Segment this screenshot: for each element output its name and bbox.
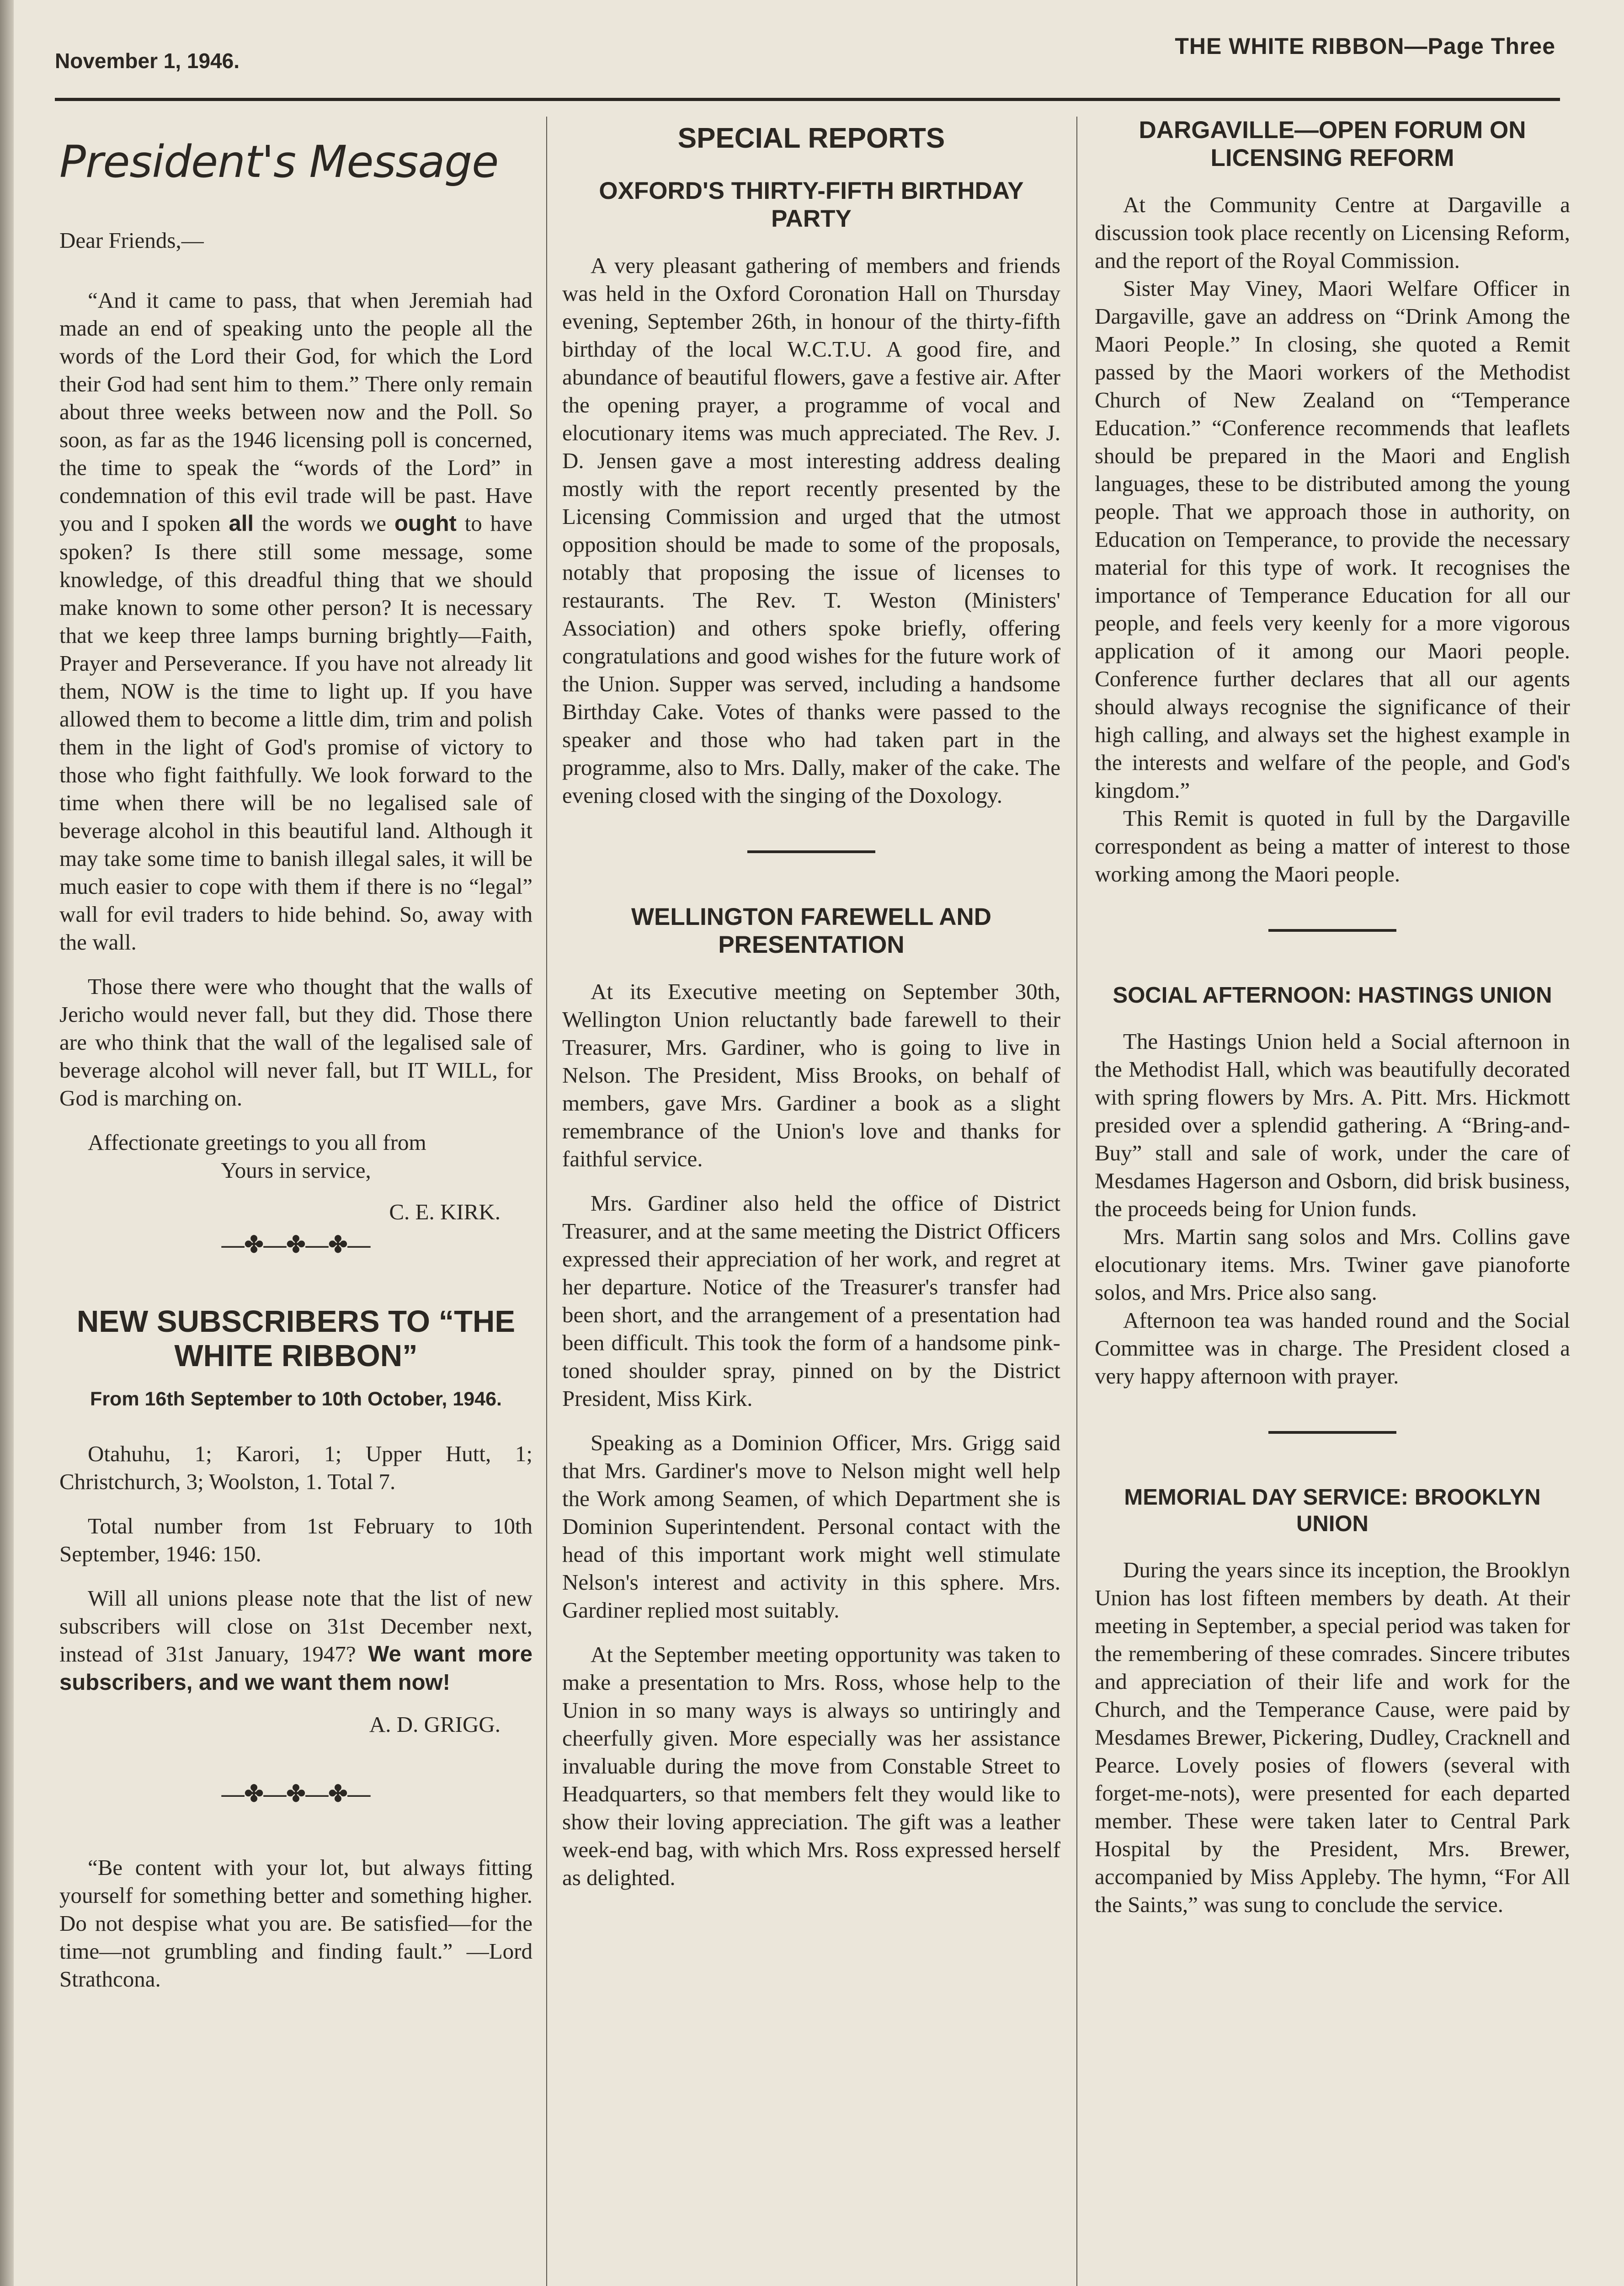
column-divider xyxy=(1076,117,1077,2286)
report-paragraph: The Hastings Union held a Social afternoon in the Methodist Hall, which was beautifully decorated with spring flowers by Mrs. A. Pitt. Mrs. Hickmott presided over a splendid gathering. A “Bring-and-Buy” stall and sale of work, under the care of Mesdames Hagerson and Osborn, did brisk business, the proceeds being for Union funds. xyxy=(1095,1028,1570,1221)
wellington-report-heading: WELLINGTON FAREWELL AND PRESENTATION xyxy=(631,903,992,959)
ornament-divider: —✤—✤—✤— xyxy=(221,1780,371,1806)
report-paragraph: At its Executive meeting on September 30th, Wellington Union reluctantly bade farewell to their Treasurer, Mrs. Gardiner, who is going to live in Nelson. The President, Miss Brooks, on behalf of members, gave Mrs. Gardiner a book as a slight remembrance of the Union's love and thanks for faithful service. xyxy=(562,979,1060,1172)
hastings-report-heading: SOCIAL AFTERNOON: HASTINGS UNION xyxy=(1113,983,1552,1008)
report-paragraph: During the years since its inception, the Brooklyn Union has lost fifteen members by death. At their meeting in September, a special period was taken for the remembering of these comrades. Sincere tributes and appreciation of their life and work for the Church, and the Temperance Cause, were paid by Mesdames Brewer, Pickering, Dudley, Cracknell and Pearce. Lovely posies of flowers (several with forget-me-nots), were presented for each departed member. These were taken later to Central Park Hospital by the President, Mrs. Brewer, accompanied by Miss Appleby. The hymn, “For All the Saints,” was sung to conclude the service. xyxy=(1095,1557,1570,1917)
report-paragraph: At the Community Centre at Dargaville a discussion took place recently on Licensing Reform, and the report of the Royal Commission. xyxy=(1095,192,1570,273)
closing-quote: “Be content with your lot, but always fitting yourself for something better and something higher. Do not despise what you are. Be satisfied—for the time—not grumbling and finding fault.” —Lord Strathcona. xyxy=(59,1854,532,1992)
section-rule xyxy=(747,850,875,853)
message-paragraph: Those there were who thought that the walls of Jericho would never fall, but they did. Those there are who think that the wall of the legalised sale of beverage alcohol will never fall, but IT WILL, for God is marching on. xyxy=(59,973,532,1111)
report-paragraph: Mrs. Gardiner also held the office of District Treasurer, and at the same meeting the District Officers expressed their appreciation of her work, and regret at her departure. Notice of the Treasurer's transfer had been short, and the arrangement of a presentation had been difficult. This took the form of a handsome pink-toned shoulder spray, pinned on by the District President, Miss Kirk. xyxy=(562,1191,1060,1411)
report-paragraph: This Remit is quoted in full by the Dargaville correspondent as being a matter of interest to those working among the Maori people. xyxy=(1095,805,1570,887)
column-left xyxy=(59,117,532,2286)
running-head xyxy=(55,23,1555,73)
header-rule xyxy=(55,98,1560,101)
column-middle xyxy=(562,117,1060,2286)
page-binding-edge xyxy=(0,0,14,2286)
report-paragraph: Speaking as a Dominion Officer, Mrs. Grigg said that Mrs. Gardiner's move to Nelson might well help the Work among Seamen, of which Department she is Dominion Superintendent. Personal contact with the head of this important work might well stimulate Nelson's interest and activity in this sphere. Mrs. Gardiner replied most suitably. xyxy=(562,1430,1060,1623)
subscribers-total: Total number from 1st February to 10th September, 1946: 150. xyxy=(59,1513,532,1566)
oxford-report-heading: OXFORD'S THIRTY-FIFTH BIRTHDAY PARTY xyxy=(599,177,1024,233)
report-paragraph: Afternoon tea was handed round and the Social Committee was in charge. The President closed a very happy afternoon with prayer. xyxy=(1095,1307,1570,1389)
presidents-message-title: President's Message xyxy=(59,136,499,187)
column-right xyxy=(1095,117,1570,2286)
closing-line: Yours in service, xyxy=(221,1157,371,1183)
special-reports-heading: SPECIAL REPORTS xyxy=(677,123,945,154)
report-paragraph: A very pleasant gathering of members and friends was held in the Oxford Coronation Hall on Thursday evening, September 26th, in honour of the thirty-fifth birthday of the local W.C.T.U. A good fire, and abundance of beautiful flowers, gave a festive air. After the opening prayer, a programme of vocal and elocutionary items was much appreciated. The Rev. J. D. Jensen gave a most interesting address dealing mostly with the report recently presented by the Licensing Commission and urged that the utmost opposition should be made to some of the proposals, notably that proposing the issue of licenses to restaurants. The Rev. T. Weston (Ministers' Association) and others spoke briefly, offering congratulations and good wishes for the future work of the Union. Supper was served, including a handsome Birthday Cake. Votes of thanks were passed to the speaker and those who had taken part in the programme, also to Mrs. Dally, maker of the cake. The evening closed with the singing of the Doxology. xyxy=(562,253,1060,808)
ornament-divider: —✤—✤—✤— xyxy=(221,1231,371,1257)
new-subscribers-heading: NEW SUBSCRIBERS TO “THE WHITE RIBBON” xyxy=(76,1304,516,1373)
signature: A. D. GRIGG. xyxy=(369,1711,501,1737)
issue-date: November 1, 1946. xyxy=(55,49,240,73)
column-divider xyxy=(546,117,547,2286)
memorial-report-heading: MEMORIAL DAY SERVICE: BROOKLYN UNION xyxy=(1124,1485,1541,1537)
report-paragraph: At the September meeting opportunity was taken to make a presentation to Mrs. Ross, whose help to the Union in so many ways is always so untiringly and cheerfully given. More especially was her assistance invaluable during the move from Constable Street to Headquarters, so that members felt they would like to show their loving appreciation. The gift was a leather week-end bag, with which Mrs. Ross expressed herself as delighted. xyxy=(562,1642,1060,1891)
report-paragraph: Sister May Viney, Maori Welfare Officer in Dargaville, gave an address on “Drink Among the Maori People.” In closing, she quoted a Remit passed by the Maori workers of the Methodist Church of New Zealand on “Temperance Education.” “Conference recommends that leaflets should be prepared in the Maori and English languages, these to be distributed among the young people. That we approach those in authority, on Education on Temperance, to provide the necessary material for this type of work. It recognises the importance of Temperance Education for all our people, and feels very keenly for a more vigorous application of it among our Maori people. Conference further declares that all our agents should always recognise the significance of their high calling, and always set the highest example in the interests and welfare of the people, and God's kingdom.” xyxy=(1095,275,1570,803)
salutation: Dear Friends,— xyxy=(59,227,204,253)
subscribers-list: Otahuhu, 1; Karori, 1; Upper Hutt, 1; Christchurch, 3; Woolston, 1. Total 7. xyxy=(59,1441,532,1494)
subscribers-date-range: From 16th September to 10th October, 1946. xyxy=(90,1388,502,1410)
report-paragraph: Mrs. Martin sang solos and Mrs. Collins gave elocutionary items. Mrs. Twiner gave pianoforte solos, and Mrs. Price also sang. xyxy=(1095,1223,1570,1305)
closing-line: Affectionate greetings to you all from xyxy=(88,1129,426,1155)
signature: C. E. KIRK. xyxy=(389,1199,501,1224)
publication-title: THE WHITE RIBBON—Page Three xyxy=(1175,33,1555,59)
subscribers-note: Will all unions please note that the list of new subscribers will close on 31st December next, instead of 31st January, 1947? We want more subscribers, and we want them now! xyxy=(59,1585,532,1695)
message-paragraph: “And it came to pass, that when Jeremiah had made an end of speaking unto the people all the words of the Lord their God, for which the Lord their God had sent him to them.” There only remain about three weeks between now and the Poll. So soon, as far as the 1946 licensing poll is concerned, the time to speak the “words of the Lord” in condemnation of this evil trade will be past. Have you and I spoken all the words we ought to have spoken? Is there still some message, some knowledge, of this dreadful thing that we should make known to some other person? It is necessary that we keep three lamps burning brightly—Faith, Prayer and Perseverance. If you have not already lit them, NOW is the time to light up. If you have allowed them to become a little dim, trim and polish them in the light of God's promise of victory to those who fight faithfully. We look forward to the time when there will be no legalised sale of beverage alcohol in this beautiful land. Although it may take some time to banish illegal sales, it will be much easier to cope with them if there is no “legal” wall for evil traders to hide behind. So, away with the wall. xyxy=(59,287,532,955)
dargaville-report-heading: DARGAVILLE—OPEN FORUM ON LICENSING REFORM xyxy=(1139,117,1526,171)
section-rule xyxy=(1268,929,1396,932)
section-rule xyxy=(1268,1431,1396,1434)
